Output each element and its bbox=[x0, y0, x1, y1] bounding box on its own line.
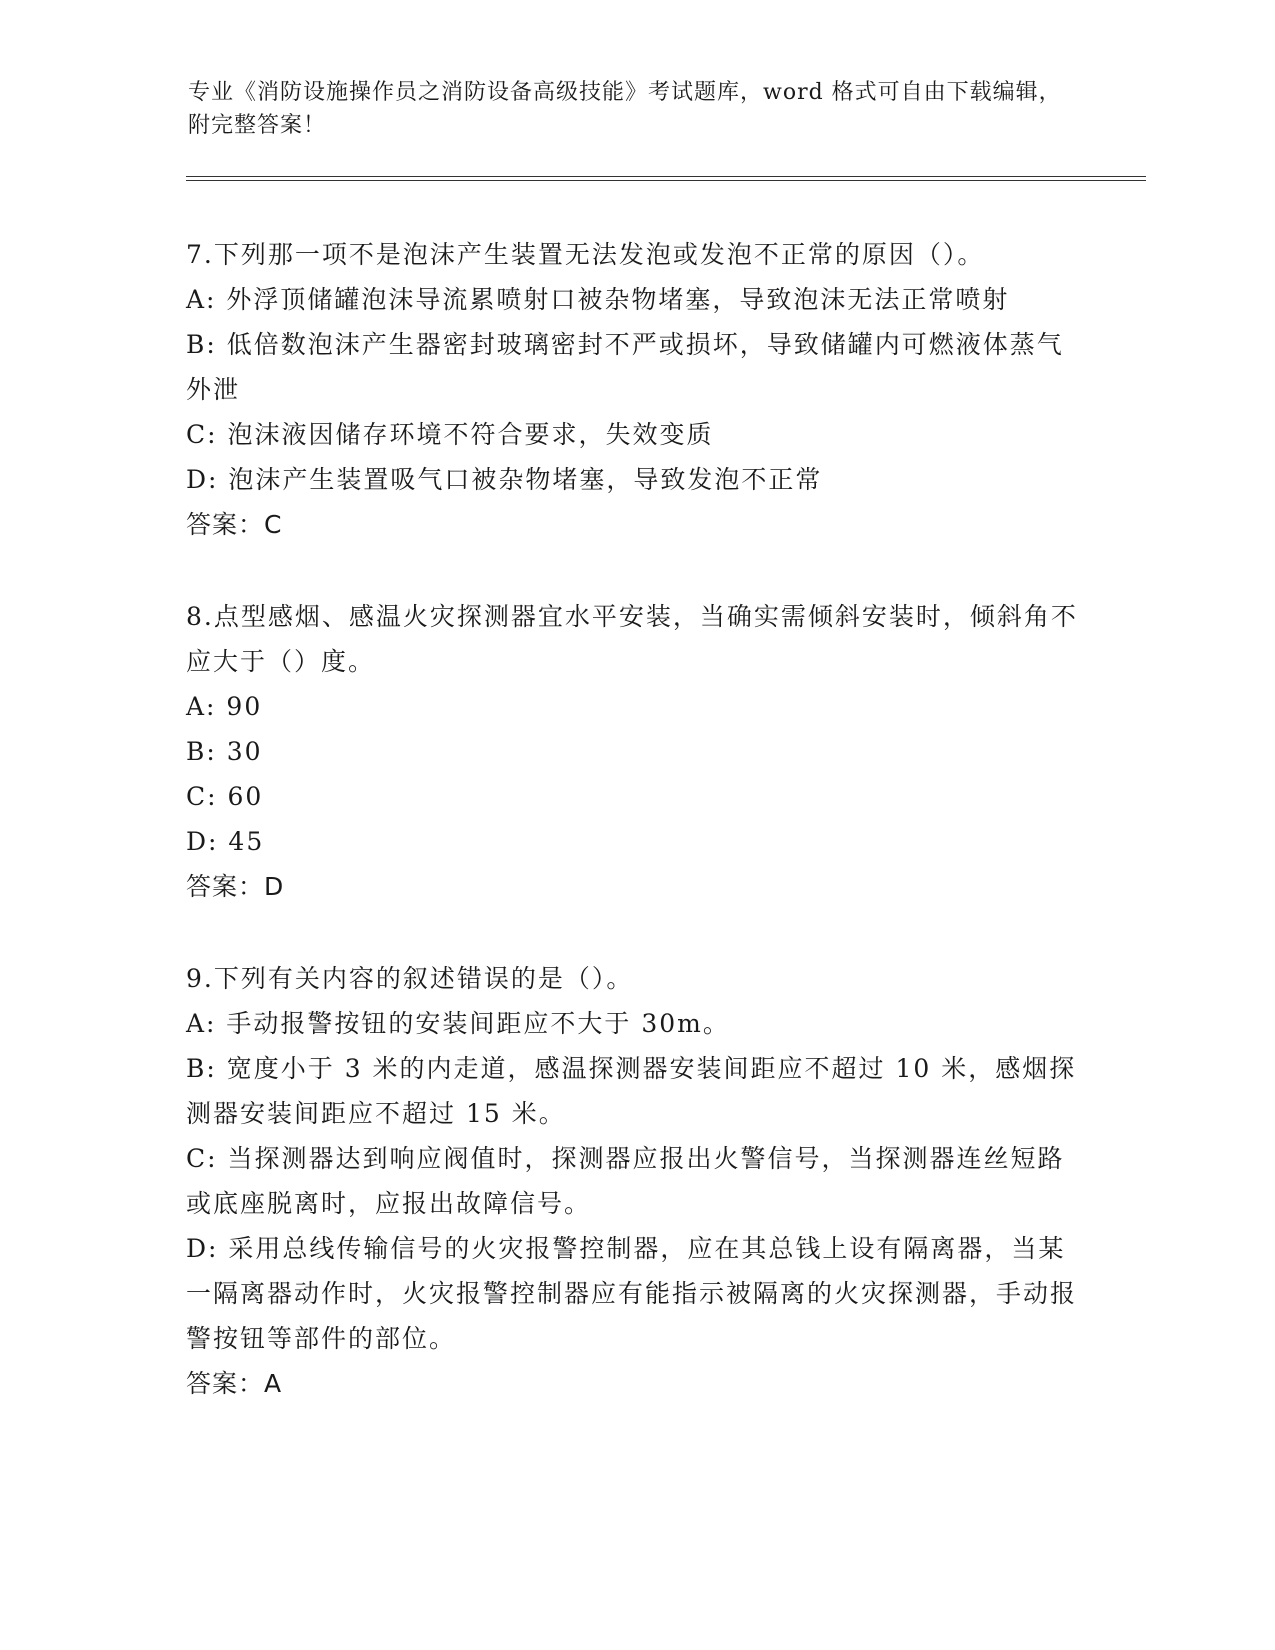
option-a: A: 外浮顶储罐泡沫导流累喷射口被杂物堵塞，导致泡沫无法正常喷射 bbox=[186, 285, 1010, 314]
option-d: D: 泡沫产生装置吸气口被杂物堵塞，导致发泡不正常 bbox=[186, 465, 823, 494]
option-c: C: 60 bbox=[186, 782, 264, 811]
question-stem: 9.下列有关内容的叙述错误的是（）。 bbox=[186, 964, 634, 993]
header-divider-top bbox=[186, 176, 1146, 177]
option-a: A: 90 bbox=[186, 692, 263, 721]
question-8 bbox=[186, 594, 1086, 909]
option-c: C: 当探测器达到响应阀值时，探测器应报出火警信号，当探测器连丝短路或底座脱离时，应报出故障信号。 bbox=[186, 1144, 1065, 1218]
option-c: C: 泡沫液因储存环境不符合要求，失效变质 bbox=[186, 420, 714, 449]
question-stem: 8.点型感烟、感温火灾探测器宜水平安装，当确实需倾斜安装时，倾斜角不应大于（）度。 bbox=[186, 602, 1078, 676]
option-d: D: 采用总线传输信号的火灾报警控制器，应在其总钱上设有隔离器，当某一隔离器动作时，火灾报警控制器应有能指示被隔离的火灾探测器，手动报警按钮等部件的部位。 bbox=[186, 1234, 1078, 1353]
question-9 bbox=[186, 956, 1086, 1406]
answer-line: 答案：C bbox=[186, 510, 283, 539]
option-b: B: 30 bbox=[186, 737, 263, 766]
header-divider-bottom bbox=[186, 180, 1146, 181]
question-stem: 7.下列那一项不是泡沫产生装置无法发泡或发泡不正常的原因（）。 bbox=[186, 240, 985, 269]
option-b: B: 宽度小于 3 米的内走道，感温探测器安装间距应不超过 10 米，感烟探测器安装间距应不超过 15 米。 bbox=[186, 1054, 1077, 1128]
option-d: D: 45 bbox=[186, 827, 265, 856]
option-a: A: 手动报警按钮的安装间距应不大于 30m。 bbox=[186, 1009, 730, 1038]
answer-line: 答案：A bbox=[186, 1369, 283, 1398]
question-7 bbox=[186, 232, 1086, 547]
answer-line: 答案：D bbox=[186, 872, 285, 901]
document-header: 专业《消防设施操作员之消防设备高级技能》考试题库，word 格式可自由下载编辑，附完整答案！ bbox=[188, 80, 1062, 138]
question-list bbox=[186, 232, 1086, 1453]
option-b: B: 低倍数泡沫产生器密封玻璃密封不严或损坏，导致储罐内可燃液体蒸气外泄 bbox=[186, 330, 1064, 404]
